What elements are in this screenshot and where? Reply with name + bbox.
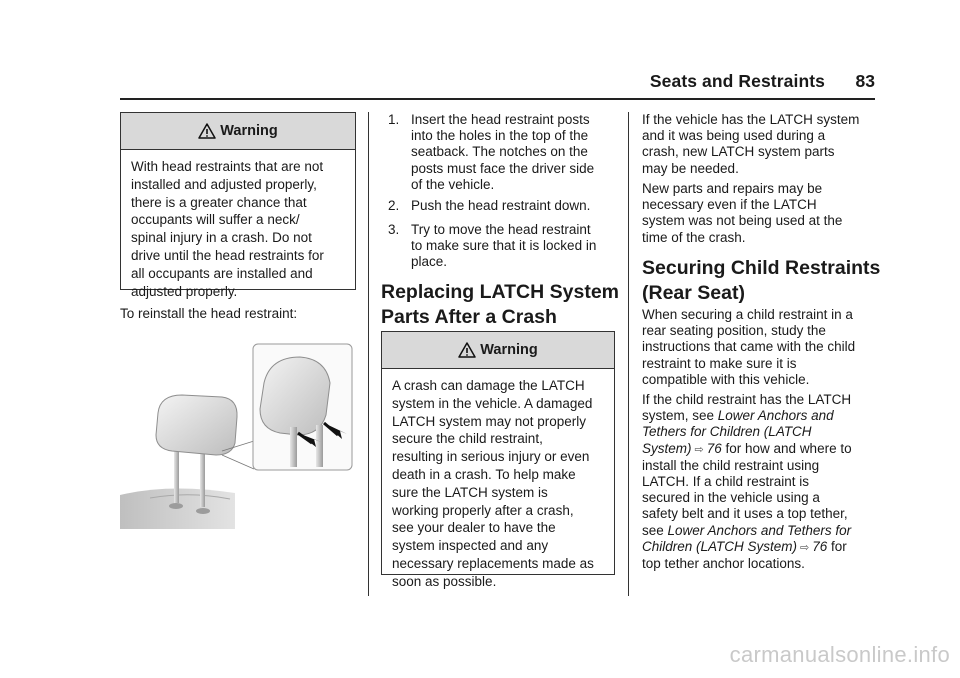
step-number: 3. [388,222,400,237]
warning-line: system in the vehicle. A damaged [392,395,593,411]
warning-text [382,369,614,599]
text-line [642,424,882,440]
warning-label: Warning [220,123,278,139]
text-line: LATCH. If a child restraint is [642,474,810,490]
text-line: compatible with this vehicle. [642,371,810,387]
warning-line: necessary replacements made as [392,555,594,571]
warning-line: installed and adjusted properly, [131,176,317,192]
text-line: restraint to make sure it is [642,355,797,371]
step-text [411,198,590,214]
securing-instructions-paragraph [642,307,882,388]
text-line: system was not being used at the [642,213,843,229]
text-line [642,441,882,458]
warning-line: sure the LATCH system is [392,484,548,500]
step-3 [388,222,618,272]
warning-line: resulting in serious injury or even [392,449,590,465]
cross-reference-link[interactable]: Lower Anchors and [717,408,834,424]
step-number: 1. [388,112,400,127]
text-line: and it was being used during a [642,128,826,144]
warning-box-latch [381,331,615,589]
warning-line: adjusted properly. [131,283,238,299]
warning-line: With head restraints that are not [131,159,324,174]
warning-box-head-restraints [120,112,356,299]
warning-line: there is a greater chance that [131,194,307,210]
warning-line: spinal injury in a crash. Do not [131,230,312,246]
step-line: seatback. The notches on the [411,144,588,160]
text-line: time of the crash. [642,229,746,245]
text-span: see [642,522,668,538]
page-ref-arrow-icon: ⇨ [800,541,810,554]
step-line: posts must face the driver side [411,160,595,176]
heading-securing-child-restraints [642,256,880,306]
warning-header [382,332,614,369]
text-line [642,408,882,424]
page-reference[interactable]: 76 [812,538,828,554]
step-line: Push the head restraint down. [411,198,591,213]
reinstall-intro: To reinstall the head restraint: [120,306,298,321]
heading-line: Parts After a Crash [381,306,557,328]
page-reference[interactable]: 76 [706,440,722,456]
text-line [642,523,882,539]
text-line: install the child restraint using [642,457,820,473]
page-ref-arrow-icon: ⇨ [694,443,704,456]
step-text [411,222,596,271]
warning-line: system inspected and any [392,538,549,554]
step-line: Try to move the head restraint [411,222,591,237]
text-line: crash, new LATCH system parts [642,144,835,160]
cross-reference-link[interactable]: Children (LATCH System) [642,538,798,554]
head-restraint-illustration [120,343,354,529]
step-1 [388,112,618,194]
step-line: into the holes in the top of the [411,128,589,144]
step-line: Insert the head restraint posts [411,112,590,127]
heading-line: Securing Child Restraints [642,257,881,279]
text-line: secured in the vehicle using a [642,490,820,506]
warning-line: death in a crash. To help make [392,466,576,482]
warning-line: LATCH system may not properly [392,413,587,429]
latch-replacement-paragraph [642,112,882,177]
warning-label: Warning [480,342,538,358]
new-parts-paragraph [642,181,882,246]
text-line: If the child restraint has the LATCH [642,392,852,407]
warning-header [121,113,355,150]
warning-line: all occupants are installed and [131,265,313,281]
text-line: instructions that came with the child [642,339,856,355]
step-line: of the vehicle. [411,176,495,192]
column-divider-right [628,112,629,596]
warning-line: drive until the head restraints for [131,247,324,263]
warning-triangle-icon [458,342,476,358]
step-2 [388,198,618,216]
warning-line: working properly after a crash, [392,502,574,518]
step-text [411,112,594,193]
warning-line: soon as possible. [392,573,497,589]
step-line: to make sure that it is locked in [411,238,597,254]
text-line [642,539,882,556]
step-number: 2. [388,198,400,213]
text-line: top tether anchor locations. [642,556,805,572]
cross-reference-link[interactable]: Tethers for Children (LATCH [642,424,812,440]
heading-replacing-latch [381,280,619,330]
text-line: New parts and repairs may be [642,181,823,196]
warning-line: occupants will suffer a neck/ [131,212,300,228]
text-span: for [827,538,847,554]
text-line: may be needed. [642,160,739,176]
text-line: When securing a child restraint in a [642,307,853,322]
warning-text [121,150,355,308]
cross-reference-link[interactable]: Lower Anchors and Tethers for [667,522,852,538]
head-restraint-figure [120,343,354,529]
step-line: place. [411,254,448,270]
page-number: 83 [855,71,875,91]
heading-line: Replacing LATCH System [381,281,620,303]
text-line: necessary even if the LATCH [642,197,817,213]
latch-reference-paragraph [642,392,882,572]
cross-reference-link[interactable]: System) [642,440,692,456]
warning-line: see your dealer to have the [392,520,556,536]
text-line: If the vehicle has the LATCH system [642,112,860,127]
warning-line: A crash can damage the LATCH [392,378,585,393]
text-span: system, see [642,408,718,424]
header-divider [120,98,875,100]
text-line: rear seating position, study the [642,323,826,339]
watermark: carmanualsonline.info [729,642,950,667]
text-span: for how and where to [721,440,852,456]
text-line: safety belt and it uses a top tether, [642,506,848,522]
column-divider-left [368,112,369,596]
warning-line: secure the child restraint, [392,431,543,447]
section-title: Seats and Restraints [649,71,825,91]
heading-line: (Rear Seat) [642,282,745,304]
warning-triangle-icon [198,123,216,139]
